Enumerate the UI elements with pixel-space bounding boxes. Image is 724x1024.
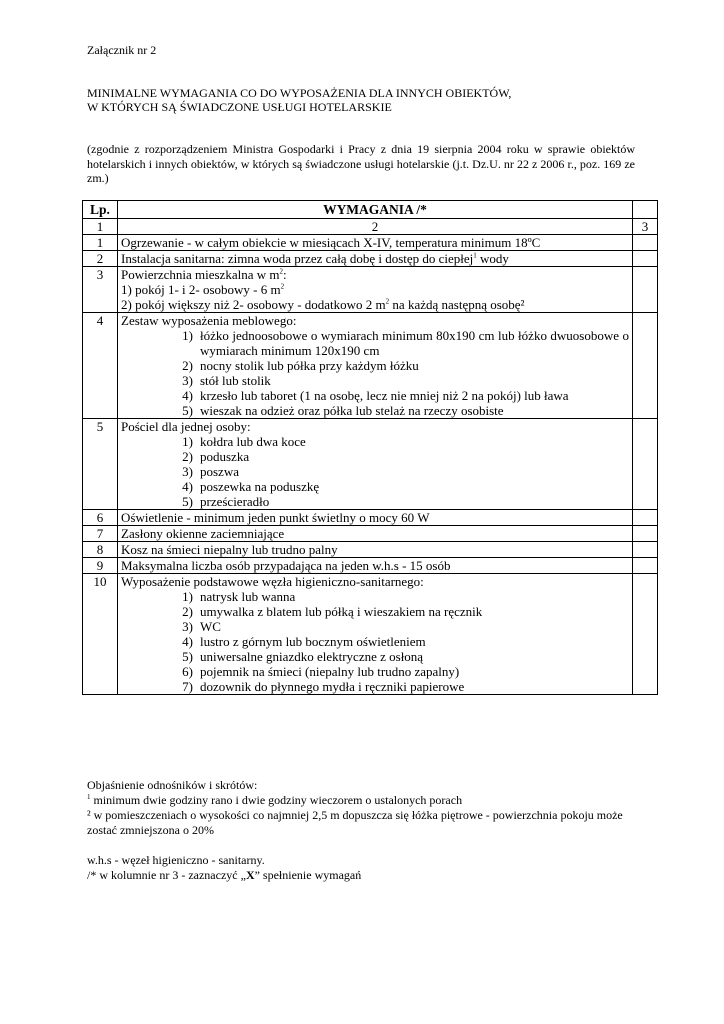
requirement-text: Kosz na śmieci niepalny lub trudno palny [118, 542, 633, 558]
row-number: 2 [83, 251, 118, 267]
list-item-text: uniwersalne gniazdko elektryczne z osłoną [200, 649, 424, 664]
row-number: 9 [83, 558, 118, 574]
requirement-text-part: 1) pokój 1- i 2- osobowy - 6 m [121, 282, 281, 297]
check-cell [633, 267, 658, 313]
list-item-number: 2) [182, 358, 193, 373]
title-line-1: MINIMALNE WYMAGANIA CO DO WYPOSAŻENIA DLA INNYCH OBIEKTÓW, [87, 86, 512, 100]
list-item [171, 604, 629, 619]
requirement-text-part: 2) pokój większy niż 2- osobowy - dodatkowo 2 m [121, 297, 386, 312]
column-number-1: 1 [83, 219, 118, 235]
table-row [83, 235, 658, 251]
list-item [171, 449, 629, 464]
list-item-number: 5) [182, 649, 193, 664]
check-cell [633, 313, 658, 419]
superscript: 2 [385, 297, 390, 306]
check-cell [633, 251, 658, 267]
list-item-number: 3) [182, 373, 193, 388]
column-number-3: 3 [633, 219, 658, 235]
requirement-heading: Zestaw wyposażenia meblowego: [121, 313, 297, 328]
requirement-text-part: Powierzchnia mieszkalna w m [121, 267, 280, 282]
list-item [171, 649, 629, 664]
list-item-text: umywalka z blatem lub półką i wieszakiem na ręcznik [200, 604, 483, 619]
table-row [83, 510, 658, 526]
list-item-text: pojemnik na śmieci (niepalny lub trudno zapalny) [200, 664, 460, 679]
requirement-text [118, 574, 633, 695]
row-number: 1 [83, 235, 118, 251]
check-cell [633, 542, 658, 558]
instruction-text: ” spełnienie wymagań [254, 868, 362, 882]
row-number: 7 [83, 526, 118, 542]
instruction-text: /* w kolumnie nr 3 - zaznaczyć „ [87, 868, 246, 882]
requirement-text-part: na każdą następną osobę² [389, 297, 525, 312]
row-number: 8 [83, 542, 118, 558]
list-item [171, 373, 629, 388]
list-item-number: 1) [182, 328, 193, 343]
requirement-text: Zasłony okienne zaciemniające [118, 526, 633, 542]
check-cell [633, 574, 658, 695]
list-item-number: 3) [182, 464, 193, 479]
abbreviation-whs: w.h.s - węzeł higieniczno - sanitarny. [87, 853, 265, 867]
list-item-number: 5) [182, 494, 193, 509]
superscript: 2 [279, 267, 283, 276]
row-number: 10 [83, 574, 118, 695]
list-item-text: łóżko jednoosobowe o wymiarach minimum 80x190 cm lub łóżko dwuosobowe o wymiarach minimum 120x190 cm [200, 328, 629, 358]
table-row [83, 313, 658, 419]
requirement-text: Ogrzewanie - w całym obiekcie w miesiącach X-IV, temperatura minimum 18ºC [118, 235, 633, 251]
requirement-text-part: Instalacja sanitarna: zimna woda przez całą dobę i dostęp do ciepłej [121, 251, 474, 266]
legal-basis-note: (zgodnie z rozporządzeniem Ministra Gospodarki i Pracy z dnia 19 sierpnia 2004 roku w sprawie obiektów hotelarskich i innych obiektów, w których są świadczone usługi hotelarskie (j.t. Dz.U. nr 22 z 2006 r., poz. 169 ze zm.) [87, 142, 635, 185]
list-item [171, 664, 629, 679]
list-item-number: 4) [182, 634, 193, 649]
check-cell [633, 558, 658, 574]
header-check [633, 201, 658, 219]
footnote-mark: 1 [87, 793, 91, 801]
title-line-2: W KTÓRYCH SĄ ŚWIADCZONE USŁUGI HOTELARSKIE [87, 100, 392, 114]
list-item-number: 1) [182, 434, 193, 449]
superscript: 2 [280, 282, 285, 291]
list-item [171, 358, 629, 373]
list-item-text: wieszak na odzież oraz półka lub stelaż na rzeczy osobiste [200, 403, 504, 418]
requirement-text [118, 267, 633, 313]
list-item-text: nocny stolik lub półka przy każdym łóżku [200, 358, 419, 373]
list-item-text: lustro z górnym lub bocznym oświetleniem [200, 634, 426, 649]
list-item-text: stół lub stolik [200, 373, 271, 388]
row-number: 5 [83, 419, 118, 510]
requirements-table [82, 200, 658, 695]
list-item-text: prześcieradło [200, 494, 270, 509]
footnote-text: minimum dwie godziny rano i dwie godziny wieczorem o ustalonych porach [90, 793, 463, 807]
attachment-label: Załącznik nr 2 [87, 43, 157, 57]
requirement-text: Maksymalna liczba osób przypadająca na jeden w.h.s - 15 osób [118, 558, 633, 574]
list-item [171, 679, 629, 694]
check-cell [633, 235, 658, 251]
column-number-row [83, 219, 658, 235]
instruction-mark: X [245, 868, 255, 882]
column-3-instruction [87, 868, 647, 883]
requirement-text-part: wody [476, 251, 509, 266]
row-number: 3 [83, 267, 118, 313]
footnote-1 [87, 793, 647, 808]
list-item [171, 634, 629, 649]
check-cell [633, 419, 658, 510]
list-item [171, 388, 629, 403]
item-list [121, 328, 629, 418]
item-list [121, 434, 629, 509]
list-item-number: 2) [182, 449, 193, 464]
header-requirements: WYMAGANIA /* [118, 201, 633, 219]
footnotes-heading: Objaśnienie odnośników i skrótów: [87, 778, 258, 792]
list-item-text: krzesło lub taboret (1 na osobę, lecz nie mniej niż 2 na pokój) lub ława [200, 388, 569, 403]
footnote-ref: 1 [473, 251, 477, 260]
table-row [83, 558, 658, 574]
table-row [83, 251, 658, 267]
list-item [171, 619, 629, 634]
list-item-number: 3) [182, 619, 193, 634]
list-item-text: WC [200, 619, 221, 634]
requirement-text [118, 419, 633, 510]
document-title [87, 86, 511, 114]
list-item-number: 2) [182, 604, 193, 619]
list-item-number: 6) [182, 664, 193, 679]
list-item-text: poszwa [200, 464, 239, 479]
table-header-row [83, 201, 658, 219]
list-item-text: dozownik do płynnego mydła i ręczniki papierowe [200, 679, 465, 694]
requirement-text [118, 313, 633, 419]
list-item-text: kołdra lub dwa koce [200, 434, 306, 449]
list-item-number: 5) [182, 403, 193, 418]
list-item-number: 4) [182, 388, 193, 403]
requirement-text: Oświetlenie - minimum jeden punkt świetlny o mocy 60 W [118, 510, 633, 526]
check-cell [633, 510, 658, 526]
list-item [171, 494, 629, 509]
header-lp: Lp. [83, 201, 118, 219]
list-item-text: poszewka na poduszkę [200, 479, 320, 494]
table-row [83, 419, 658, 510]
footnotes [87, 778, 647, 883]
list-item [171, 589, 629, 604]
column-number-2: 2 [118, 219, 633, 235]
table-row [83, 574, 658, 695]
list-item [171, 434, 629, 449]
list-item-number: 1) [182, 589, 193, 604]
list-item [171, 464, 629, 479]
list-item-number: 4) [182, 479, 193, 494]
list-item [171, 479, 629, 494]
requirement-heading: Pościel dla jednej osoby: [121, 419, 251, 434]
item-list [121, 589, 629, 694]
table-row [83, 542, 658, 558]
row-number: 6 [83, 510, 118, 526]
table-row [83, 267, 658, 313]
row-number: 4 [83, 313, 118, 419]
list-item [171, 328, 629, 358]
footnote-2: ² w pomieszczeniach o wysokości co najmniej 2,5 m dopuszcza się łóżka piętrowe - powierzchnia pokoju może zostać zmniejszona o 20% [87, 808, 623, 837]
check-cell [633, 526, 658, 542]
list-item-text: poduszka [200, 449, 250, 464]
list-item-text: natrysk lub wanna [200, 589, 296, 604]
requirement-heading: Wyposażenie podstawowe węzła higieniczno-sanitarnego: [121, 574, 424, 589]
requirement-text-part: : [282, 267, 287, 282]
table-row [83, 526, 658, 542]
list-item [171, 403, 629, 418]
list-item-number: 7) [182, 679, 193, 694]
requirement-text [118, 251, 633, 267]
